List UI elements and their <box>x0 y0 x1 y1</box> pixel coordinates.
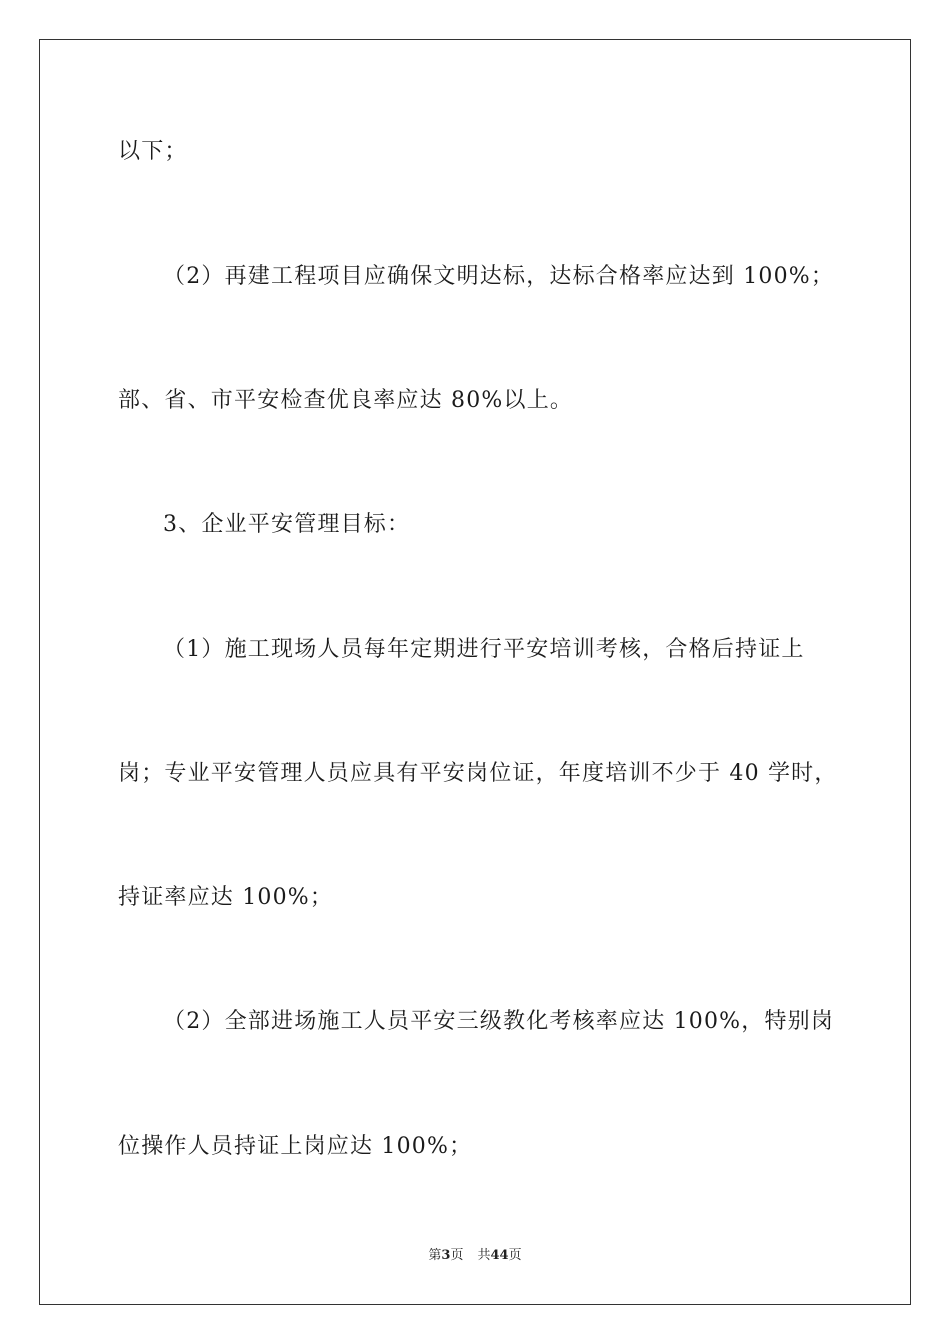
text-line-7: 持证率应达 100%； <box>118 885 334 910</box>
text-line-9: 位操作人员持证上岗应达 100%； <box>118 1134 473 1159</box>
section-heading: 3、企业平安管理目标： <box>163 512 411 537</box>
page-suffix: 页 <box>450 1248 464 1263</box>
page-prefix: 第 <box>428 1248 442 1263</box>
total-pages: 44 <box>490 1248 509 1263</box>
text-line-6: 岗；专业平安管理人员应具有平安岗位证，年度培训不少于 40 学时， <box>118 761 838 786</box>
text-line-1: 以下； <box>118 139 188 164</box>
text-line-8: （2）全部进场施工人员平安三级教化考核率应达 100%，特别岗 <box>163 1009 835 1034</box>
page-footer <box>0 1247 950 1265</box>
total-suffix: 页 <box>508 1248 522 1263</box>
page-frame <box>39 39 911 1305</box>
text-line-5: （1）施工现场人员每年定期进行平安培训考核，合格后持证上 <box>163 637 805 662</box>
page-number: 3 <box>441 1248 451 1263</box>
total-prefix: 共 <box>477 1248 491 1263</box>
text-line-2: （2）再建工程项目应确保文明达标，达标合格率应达到 100%； <box>163 264 835 289</box>
text-line-3: 部、省、市平安检查优良率应达 80%以上。 <box>118 388 574 413</box>
